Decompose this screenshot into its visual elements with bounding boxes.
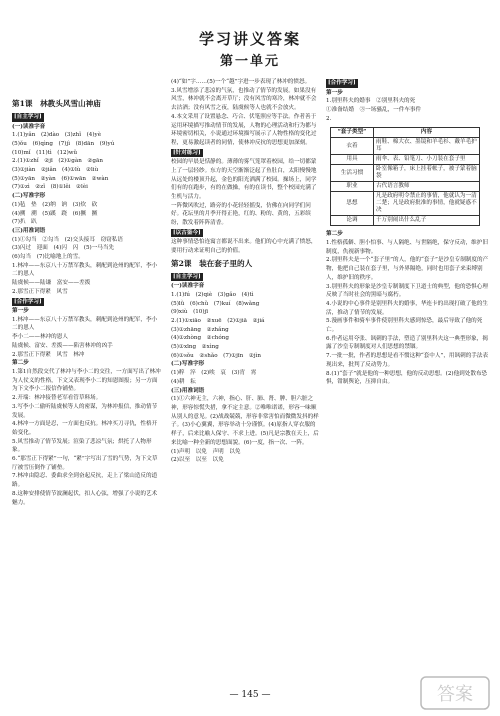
answer-line: (4)搠 溯 (5)蹊 跷 (6)撅 撅 (12, 210, 98, 217)
table-cell-type: 思想 (331, 192, 374, 216)
answer-line: (7)①zì ②zǐ (8)①lěi ②lèi (12, 184, 88, 191)
subsection-heading: 第一步 (12, 308, 29, 315)
page-number: — 145 — (229, 690, 271, 700)
answer-line: (5)①xīng ②xìng (171, 344, 219, 351)
answer-line: (1)毡 垫 (2)纳 讷 (3)炊 砍 (12, 201, 98, 208)
subsection-heading: 第二步 (326, 231, 343, 238)
answer-line: 3.写李小二偷听陆虞候等人的密谋，为林冲报信，推动情节发展。 (12, 403, 158, 419)
answer-line: (2)以至 以至 以免 (171, 457, 224, 464)
unit-title: 第一单元 (219, 54, 280, 69)
table-cell-content: 凡是政府明令禁止的事情，他就认为一清二楚；凡是政府批准的事情，他就疑惑不决 (374, 192, 480, 216)
subsection-heading: 第二步 (12, 360, 29, 367)
column-1 (12, 96, 162, 507)
section-heading: [以古鉴今] (173, 229, 201, 236)
table-row (331, 155, 480, 165)
answer-line: 1.(1)fú (2)qiè (3)gǎo (4)tì (171, 291, 254, 298)
answer-line: 1.性格孤僻、胆小怕事、与人隔绝、与世隔绝，保守反动，维护旧制度，仇视新事物。 (326, 240, 488, 255)
answer-line: 1.林冲——东京八十万禁军教头，刺配到沧州的配军，李小二的恩人 (12, 262, 158, 278)
table-row (331, 192, 480, 216)
table-header-type: “套子类型” (331, 128, 374, 138)
section-heading-row (12, 112, 162, 123)
section-heading-row (171, 272, 321, 283)
answer-line: 陆虞候——陆谦 富安——差拨 (12, 280, 91, 287)
answer-line: (3)①zhāng ②zhǎng (171, 326, 229, 333)
answer-line: (4)①zhòng ②chóng (171, 335, 229, 342)
answer-line: 1.林冲——东京八十万禁军教头，刺配到沧州的配军，李小二的恩人 (12, 316, 158, 332)
column-2 (171, 78, 321, 465)
answer-line: 校园的早晨是恬静的。薄薄的雾气笼罩着校园，给一切都蒙上了一层轻纱。东方的天空渐渐泛起了鱼肚白，太阳慢慢地从远处的楼顶升起，金色的阳光洒满了校园。操场上，同学们有的在跑步，有的在做操，有的在读书，整个校园充满了生机与活力。 (171, 159, 317, 200)
table-row (331, 216, 480, 226)
column-3 (326, 78, 491, 387)
answer-line: (6)勾当 (7)比喻地上的雪。 (12, 254, 84, 261)
answer-line: 1.第1自然段交代了林冲与李小二的交往，一方面写出了林冲为人仗义的性格，下文又表现李小二的知恩图报；另一方面为下文李小二报信作铺垫。 (12, 368, 161, 393)
answer-line: 7.林冲由隐忍、委曲求全到奋起反抗，走上了梁山造反的道路。 (12, 473, 158, 489)
answer-line: (1)①勾当 ②勾当 (2)交头接耳 窃窃私语 (12, 236, 123, 243)
table-cell-type: 生活习惯 (331, 165, 374, 182)
taozi-table (330, 127, 480, 226)
answer-line: (3)①jiàn ②jiǎn (4)①lù ②liù (12, 167, 99, 174)
answer-line: 2.那雪正下得紧 风雪 林冲 (12, 351, 85, 358)
section-heading: [自主学习] (14, 114, 42, 120)
subsection-heading: (一)读准字音 (171, 283, 205, 290)
section-heading-row (171, 148, 321, 159)
subsection-heading: (二)写准字形 (171, 361, 205, 368)
table-cell-type: 论调 (331, 216, 374, 226)
answer-line: (9)xiù (10)jī (171, 309, 209, 316)
table-header-content: 内容 (374, 128, 480, 138)
answer-line: 2.(1)①zhǐ ②jī (2)①gàn ②gān (12, 158, 103, 165)
answer-line: 7.一批一批，作者的思想是看不惯这种“套中人”，用讽刺的手法表现出来，批判了反动势力。 (326, 353, 489, 368)
lesson-title: 第1课 林教头风雪山神庙 (12, 99, 101, 108)
answer-line: 这种事情恐怕连寓言都说不出来。他们的心中充满了愤怒，要用行动来证明自己的价值。 (171, 239, 317, 254)
table-row (331, 165, 480, 182)
table-cell-type: 衣着 (331, 138, 374, 155)
svg-text:答案: 答案 (437, 684, 473, 705)
answer-line: 4.本文采用了设置悬念、巧合、伏笔照应等手法。作者善于运用环境描写推动情节的发展，人物的心理活动和行为都与环境密切相关，小说通过环境描写展示了人物性格的变化过程，更易激起读者的同情，使林冲反抗的思想更加深刻。 (171, 113, 317, 146)
answer-line: 2.(1)①xiāo ②xuē (2)①jiā ②jiá (171, 317, 265, 324)
section-heading-row (326, 78, 491, 89)
page-title: 学习讲义答案 (198, 30, 301, 48)
subsection-heading: 第一步 (326, 89, 343, 96)
subsection-heading: (三)用准词语 (12, 227, 46, 234)
answer-line: (5)lǜ (6)chǔ (7)kuí (8)wǎng (171, 300, 260, 307)
answer-line: 8.(1)“套子”就是他的一种思想，他的反动思想。(2)他到处散布恐惧，钳制舆论，压抑自由。 (326, 370, 488, 386)
table-cell-type: 职业 (331, 182, 374, 192)
section-heading-row (171, 228, 321, 239)
answer-line: 2.别里科夫是一个“套子里”的人，他的“套子”是沙皇专制制度的产物，他把自己装在套子里，与外界隔绝，同时也用套子来束缚别人，维护旧的秩序。 (326, 257, 489, 281)
table-row (331, 182, 480, 192)
answer-line: (1)声明 以免 声明 以免 (171, 448, 241, 455)
answer-line: 1.(1)yǎn (2)dào (3)zhǐ (4)yè (12, 132, 102, 139)
answer-line: 3.风雪增添了悲凉的气氛，也推动了情节的发展。如果没有风雪，林冲就不会离开草厅；没有风雪的寒冷，林冲就不会去沽酒；没有风雪之夜，陆虞候等人也就不会放火。 (171, 87, 317, 112)
answer-line: 2.开端：林冲接替老军看管草料场。 (12, 395, 102, 402)
answer-line: (10)mǐ (11)tì (12)wǔ (12, 149, 78, 156)
answer-line: 5.漫画事件和骑车事件使别里科夫感到惊恐，最后导致了他的死亡。 (326, 318, 483, 334)
table-cell-type: 用具 (331, 155, 374, 165)
answer-line: (4)耕 耘 (171, 378, 196, 385)
answer-line: (4)“如”字……(5)一个“越”字进一步表现了林冲的愤怒。 (171, 79, 311, 85)
answer-line: 2. (326, 115, 332, 122)
answer-line: (7)扒 趴 (12, 219, 37, 226)
subsection-heading: (一)读准字音 (12, 123, 46, 130)
answer-line: 李小二——林冲的恩人 (12, 334, 68, 341)
table-cell-content: 古代语言教师 (374, 182, 480, 192)
answer-line: 6.“那雪正下得紧”一句，“紧”字写出了雪的气势，为下文草厅被雪压倒作了铺垫。 (12, 456, 158, 471)
section-heading: [自主学习] (173, 273, 201, 280)
table-cell-content: 雨鞋、棉大衣、墨镜和羊毛衫、戴羊毛护耳 (374, 138, 480, 155)
table-cell-content: 千万别闹出什么乱子 (374, 216, 480, 226)
answer-line: 4.林冲一方面是忍，一方面也反抗。林冲买刀寻仇，性格开始变化。 (12, 421, 158, 436)
subsection-heading: (二)写准字形 (12, 193, 46, 200)
answer-line: 3.别里科夫的形象是沙皇专制制度下卫道士的典型，他的恐惧心理反映了当时社会的黑暗与腐朽。 (326, 283, 488, 299)
answer-line: (3)闪过 迎面 (4)闪 闪 (5)一马当先 (12, 245, 115, 252)
answer-line: 2.那雪正下得紧 风雪 (12, 288, 68, 295)
answer-line: ①准备结婚 ③一场骚乱，一件车事件 (326, 106, 422, 113)
answer-line: 6.作者运用夸张、讽刺的手法，塑造了别里科夫这一典型形象，揭露了沙皇专制制度对人们思想的禁锢。 (326, 335, 488, 351)
answer-line: (1)粹 淬 (2)唉 哀 (3)宵 霄 (171, 370, 257, 377)
answer-line: 一阵微风吹过，路旁的小花轻轻摇曳，仿佛在向同学们问好。花坛里的月季开得正艳，红的、粉的、黄的，五彩缤纷，散发着阵阵清香。 (171, 202, 311, 227)
table-cell-content: 雨伞、表、铅笔刀、小刀装在套子里 (374, 155, 480, 165)
answer-line: (5)ǒu (6)qìng (7)jì (8)dān (9)yú (12, 140, 115, 147)
section-heading: [针对练习] (173, 149, 201, 156)
answer-line: (1)①六神无主，六神，指心、肝、肺、肾、脾、胆六脏之神，形容惊慌失措，拿不定主意。②唯唯诺诺，形容一味顺从别人的意见。(2)战战兢兢，形容非常害怕而微微发抖的样子。(3)小心翼翼，形容举动十分谨慎。(4)原指人穿衣服的样子，后来比喻人保守、不求上进。(5)凡是宗教在天上，后来比喻一种全新的思想面貌。(6)一度，指一次、一阵。 (171, 396, 319, 446)
section-heading-row (12, 297, 162, 308)
answer-line: (5)①yān ②yàn (6)①wān ②wàn (12, 175, 109, 182)
subsection-heading: (三)用准词语 (171, 387, 205, 394)
answer-line: 4.小说的中心事件是别里科夫的婚事，华连卡的出现打破了他的生活，推动了情节的发展。 (326, 300, 488, 316)
answer-line: 1.别里科夫的婚事 ②别里科夫的死 (326, 98, 416, 105)
lesson-title: 第2课 装在套子里的人 (171, 258, 253, 268)
answer-line: (6)①sǒu ②shǎo (7)①jīn ②jìn (171, 352, 261, 359)
section-heading: [合作学习] (328, 80, 356, 86)
answer-line: 5.风雪推动了情节发展；渲染了悲凉气氛；烘托了人物形象。 (12, 438, 152, 454)
section-heading: [合作学习] (14, 298, 42, 305)
answer-line: 8.这种安排使情节波澜起伏，扣人心弦，增强了小说的艺术魅力。 (12, 490, 158, 506)
table-cell-content: 卧室像箱子，床上挂着帐子，被子蒙着脑袋 (374, 165, 480, 182)
answer-line: 陆虞候、富安、差拨——陷害林冲的凶手 (12, 342, 113, 349)
table-row (331, 138, 480, 155)
watermark-logo (420, 676, 490, 710)
